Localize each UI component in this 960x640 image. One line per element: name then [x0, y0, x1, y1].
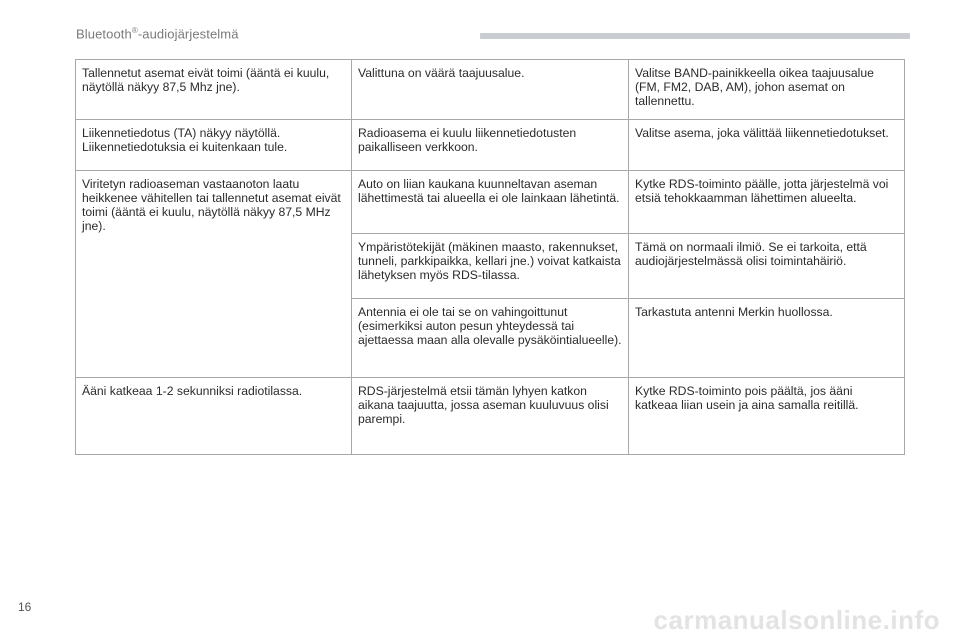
solution-cell: Tarkastuta antenni Merkin huollossa.	[629, 299, 905, 378]
cause-cell: Ympäristötekijät (mäkinen maasto, rakennukset, tunneli, parkkipaikka, kellari jne.) voivat katkaista lähetyksen myös RDS-tilassa.	[352, 234, 629, 299]
page-number: 16	[18, 600, 32, 614]
solution-cell: Valitse asema, joka välittää liikennetiedotukset.	[629, 120, 905, 171]
solution-cell: Kytke RDS-toiminto päälle, jotta järjestelmä voi etsiä tehokkaamman lähettimen alueelta.	[629, 171, 905, 234]
troubleshooting-table	[75, 59, 905, 455]
solution-cell: Kytke RDS-toiminto pois päältä, jos ääni katkeaa liian usein ja aina samalla reitillä.	[629, 378, 905, 455]
cause-cell: Antennia ei ole tai se on vahingoittunut (esimerkiksi auton pesun yhteydessä tai ajettaessa maan alla olevalle pysäköintialueelle).	[352, 299, 629, 378]
table-row	[76, 378, 905, 455]
table-row	[76, 60, 905, 120]
problem-cell: Tallennetut asemat eivät toimi (ääntä ei kuulu, näytöllä näkyy 87,5 Mhz jne).	[76, 60, 352, 120]
problem-cell: Ääni katkeaa 1-2 sekunniksi radiotilassa.	[76, 378, 352, 455]
table-row	[76, 120, 905, 171]
solution-cell: Tämä on normaali ilmiö. Se ei tarkoita, että audiojärjestelmässä olisi toimintahäiriö.	[629, 234, 905, 299]
solution-cell: Valitse BAND-painikkeella oikea taajuusalue (FM, FM2, DAB, AM), johon asemat on tallennettu.	[629, 60, 905, 120]
cause-cell: Auto on liian kaukana kuunneltavan aseman lähettimestä tai alueella ei ole lainkaan lähetintä.	[352, 171, 629, 234]
table-row	[76, 171, 905, 234]
cause-cell: RDS-järjestelmä etsii tämän lyhyen katkon aikana taajuutta, jossa aseman kuuluvuus olisi parempi.	[352, 378, 629, 455]
cause-cell: Radioasema ei kuulu liikennetiedotusten paikalliseen verkkoon.	[352, 120, 629, 171]
cause-cell: Valittuna on väärä taajuusalue.	[352, 60, 629, 120]
problem-cell: Viritetyn radioaseman vastaanoton laatu heikkenee vähitellen tai tallennetut asemat eivät toimi (ääntä ei kuulu, näytöllä näkyy 87,5 MHz jne).	[76, 171, 352, 378]
watermark: carmanualsonline.info	[653, 605, 940, 635]
header-rule	[480, 33, 910, 39]
problem-cell: Liikennetiedotus (TA) näkyy näytöllä. Liikennetiedotuksia ei kuitenkaan tule.	[76, 120, 352, 171]
section-title: Bluetooth®-audiojärjestelmä	[76, 26, 239, 42]
